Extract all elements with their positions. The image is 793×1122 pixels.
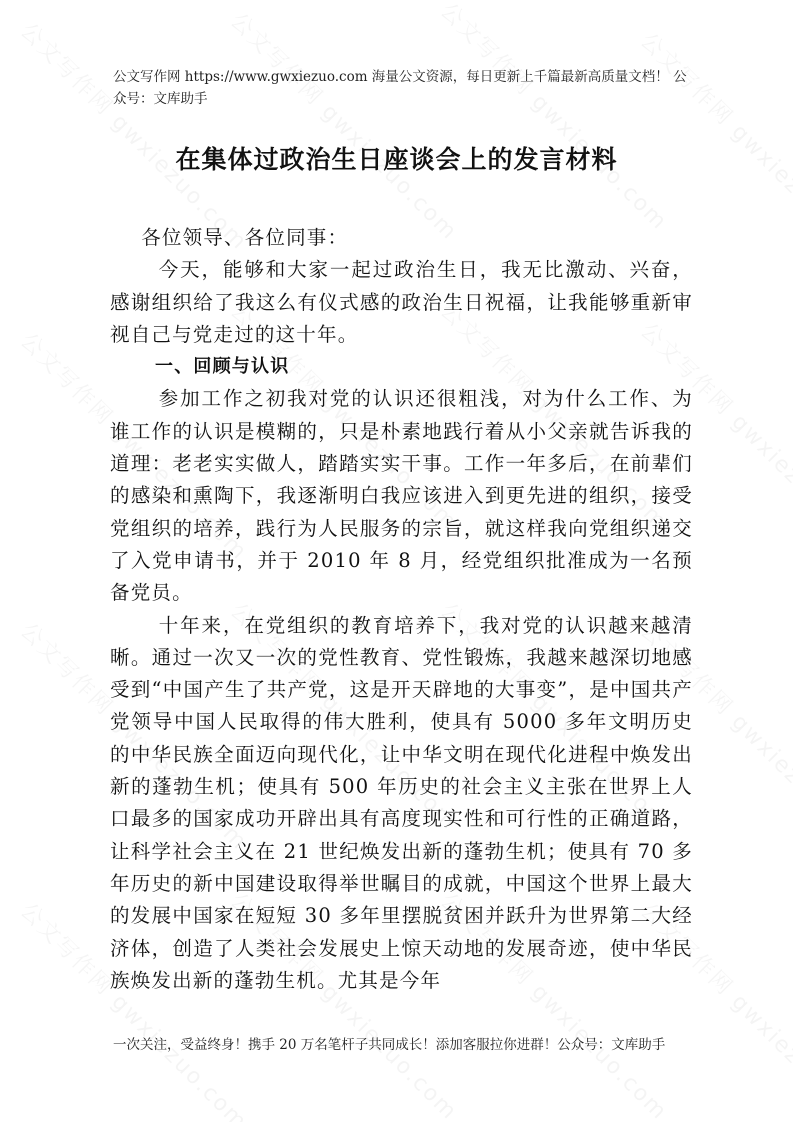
section-heading: 一、回顾与认识: [155, 356, 290, 378]
watermark-text: [434, 0, 675, 236]
document-title: 在集体过政治生日座谈会上的发言材料: [175, 145, 618, 174]
watermark-text: [224, 5, 465, 246]
intro-paragraph: 今天，能够和大家一起过政治生日，我无比激动、兴奋，感谢组织给了我这么有仪式感的政治生日祝福，让我能够重新审视自己与党走过的这十年。: [110, 258, 693, 346]
watermark-text: [14, 15, 255, 256]
body-paragraph: 十年来，在党组织的教育培养下，我对党的认识越来越清晰。通过一次又一次的党性教育、党性锻炼，我越来越深切地感受到“中国产生了共产党，这是开天辟地的大事变”，是中国共产党领导中国人民取得的伟大胜利，使具有 5000 多年文明历史的中华民族全面迈向现代化，让中华文明在现代化进程中焕发出新的蓬勃生机；使具有 500 年历史的社会主义主张在世界上人口最多的国家成功开辟出具有高度现实性和可行性的正确道路，让科学社会主义在 21 世纪焕发出新的蓬勃生机；使具有 70 多年历史的新中国建设取得举世瞩目的成就，中国这个世界上最大的发展中国家在短短 30 多年里摆脱贫困并跃升为世界第二大经济体，创造了人类社会发展史上惊天动地的发展奇迹，使中华民族焕发出新的蓬勃生机。尤其是今年: [110, 613, 693, 992]
header-note: 公文写作网 https://www.gwxiezuo.com 海量公文资源，每日更新上千篇最新高质量文档！ 公众号：文库助手: [113, 69, 687, 107]
footer-note: 一次关注，受益终身！携手 20 万名笔杆子共同成长！添加客服拉你进群！公众号：文库助手: [113, 1037, 666, 1053]
salutation: 各位领导、各位同事：: [141, 226, 349, 249]
body-paragraph: 参加工作之初我对党的认识还很粗浅，对为什么工作、为谁工作的认识是模糊的，只是朴素地践行着从小父亲就告诉我的道理：老老实实做人，踏踏实实干事。工作一年多后，在前辈们的感染和熏陶下，我逐渐明白我应该进入到更先进的组织，接受党组织的培养，践行为人民服务的宗旨，就这样我向党组织递交了入党申请书，并于 2010 年 8 月，经党组织批准成为一名预备党员。: [110, 387, 693, 605]
document-body: [110, 222, 693, 997]
